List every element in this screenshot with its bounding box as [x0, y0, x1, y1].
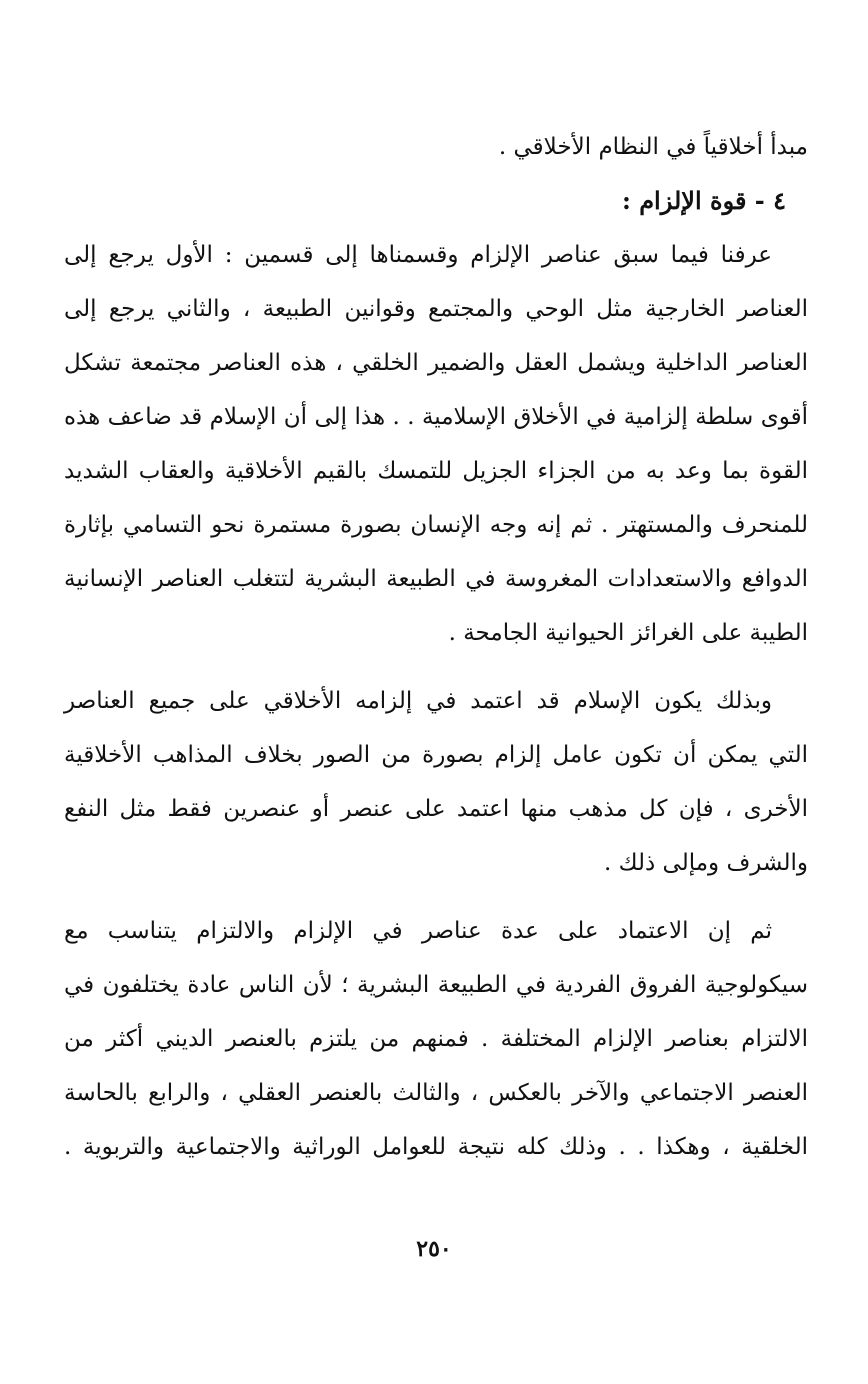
- paragraph-1-line-2: العناصر الخارجية مثل الوحي والمجتمع وقوانين الطبيعة ، والثاني يرجع إلى: [64, 296, 808, 322]
- paragraph-1-line-6: للمنحرف والمستهتر . ثم إنه وجه الإنسان بصورة مستمرة نحو التسامي بإثارة: [64, 512, 808, 538]
- paragraph-3-line-3: الالتزام بعناصر الإلزام المختلفة . فمنهم من يلتزم بالعنصر الديني أكثر من: [64, 1026, 808, 1052]
- page-body: [64, 120, 808, 1174]
- section-heading: ٤ - قوة الإلزام :: [621, 186, 786, 215]
- paragraph-gap: [64, 890, 808, 904]
- paragraph-1-line-5: القوة بما وعد به من الجزاء الجزيل للتمسك بالقيم الأخلاقية والعقاب الشديد: [64, 458, 808, 484]
- paragraph-1-line-7: الدوافع والاستعدادات المغروسة في الطبيعة البشرية لتتغلب العناصر الإنسانية: [64, 566, 808, 592]
- paragraph-2-line-2: التي يمكن أن تكون عامل إلزام بصورة من الصور بخلاف المذاهب الأخلاقية: [64, 742, 808, 768]
- paragraph-1-line-8: الطيبة على الغرائز الحيوانية الجامحة .: [448, 620, 808, 646]
- paragraph-1-line-1: عرفنا فيما سبق عناصر الإلزام وقسمناها إلى قسمين : الأول يرجع إلى: [64, 242, 772, 268]
- paragraph-3-line-1: ثم إن الاعتماد على عدة عناصر في الإلزام والالتزام يتناسب مع: [64, 918, 773, 944]
- paragraph-2-line-3: الأخرى ، فإن كل مذهب منها اعتمد على عنصر أو عنصرين فقط مثل النفع: [64, 796, 808, 822]
- paragraph-3-line-2: سيكولوجية الفروق الفردية في الطبيعة البشرية ؛ لأن الناس عادة يختلفون في: [64, 972, 808, 998]
- paragraph-gap: [64, 660, 808, 674]
- paragraph-3-line-5: الخلقية ، وهكذا . . وذلك كله نتيجة للعوامل الوراثية والاجتماعية والتربوية .: [64, 1134, 808, 1160]
- page-number: ٢٥٠: [416, 1236, 452, 1262]
- paragraph-2-line-1: وبذلك يكون الإسلام قد اعتمد في إلزامه الأخلاقي على جميع العناصر: [64, 688, 772, 714]
- paragraph-3-line-4: العنصر الاجتماعي والآخر بالعكس ، والثالث بالعنصر العقلي ، والرابع بالحاسة: [64, 1080, 808, 1106]
- continuation-line: مبدأ أخلاقياً في النظام الأخلاقي .: [498, 134, 808, 160]
- paragraph-1-line-4: أقوى سلطة إلزامية في الأخلاق الإسلامية . . هذا إلى أن الإسلام قد ضاعف هذه: [64, 404, 808, 430]
- paragraph-2-line-4: والشرف ومإلى ذلك .: [603, 850, 808, 876]
- paragraph-1-line-3: العناصر الداخلية ويشمل العقل والضمير الخلقي ، هذه العناصر مجتمعة تشكل: [64, 350, 808, 376]
